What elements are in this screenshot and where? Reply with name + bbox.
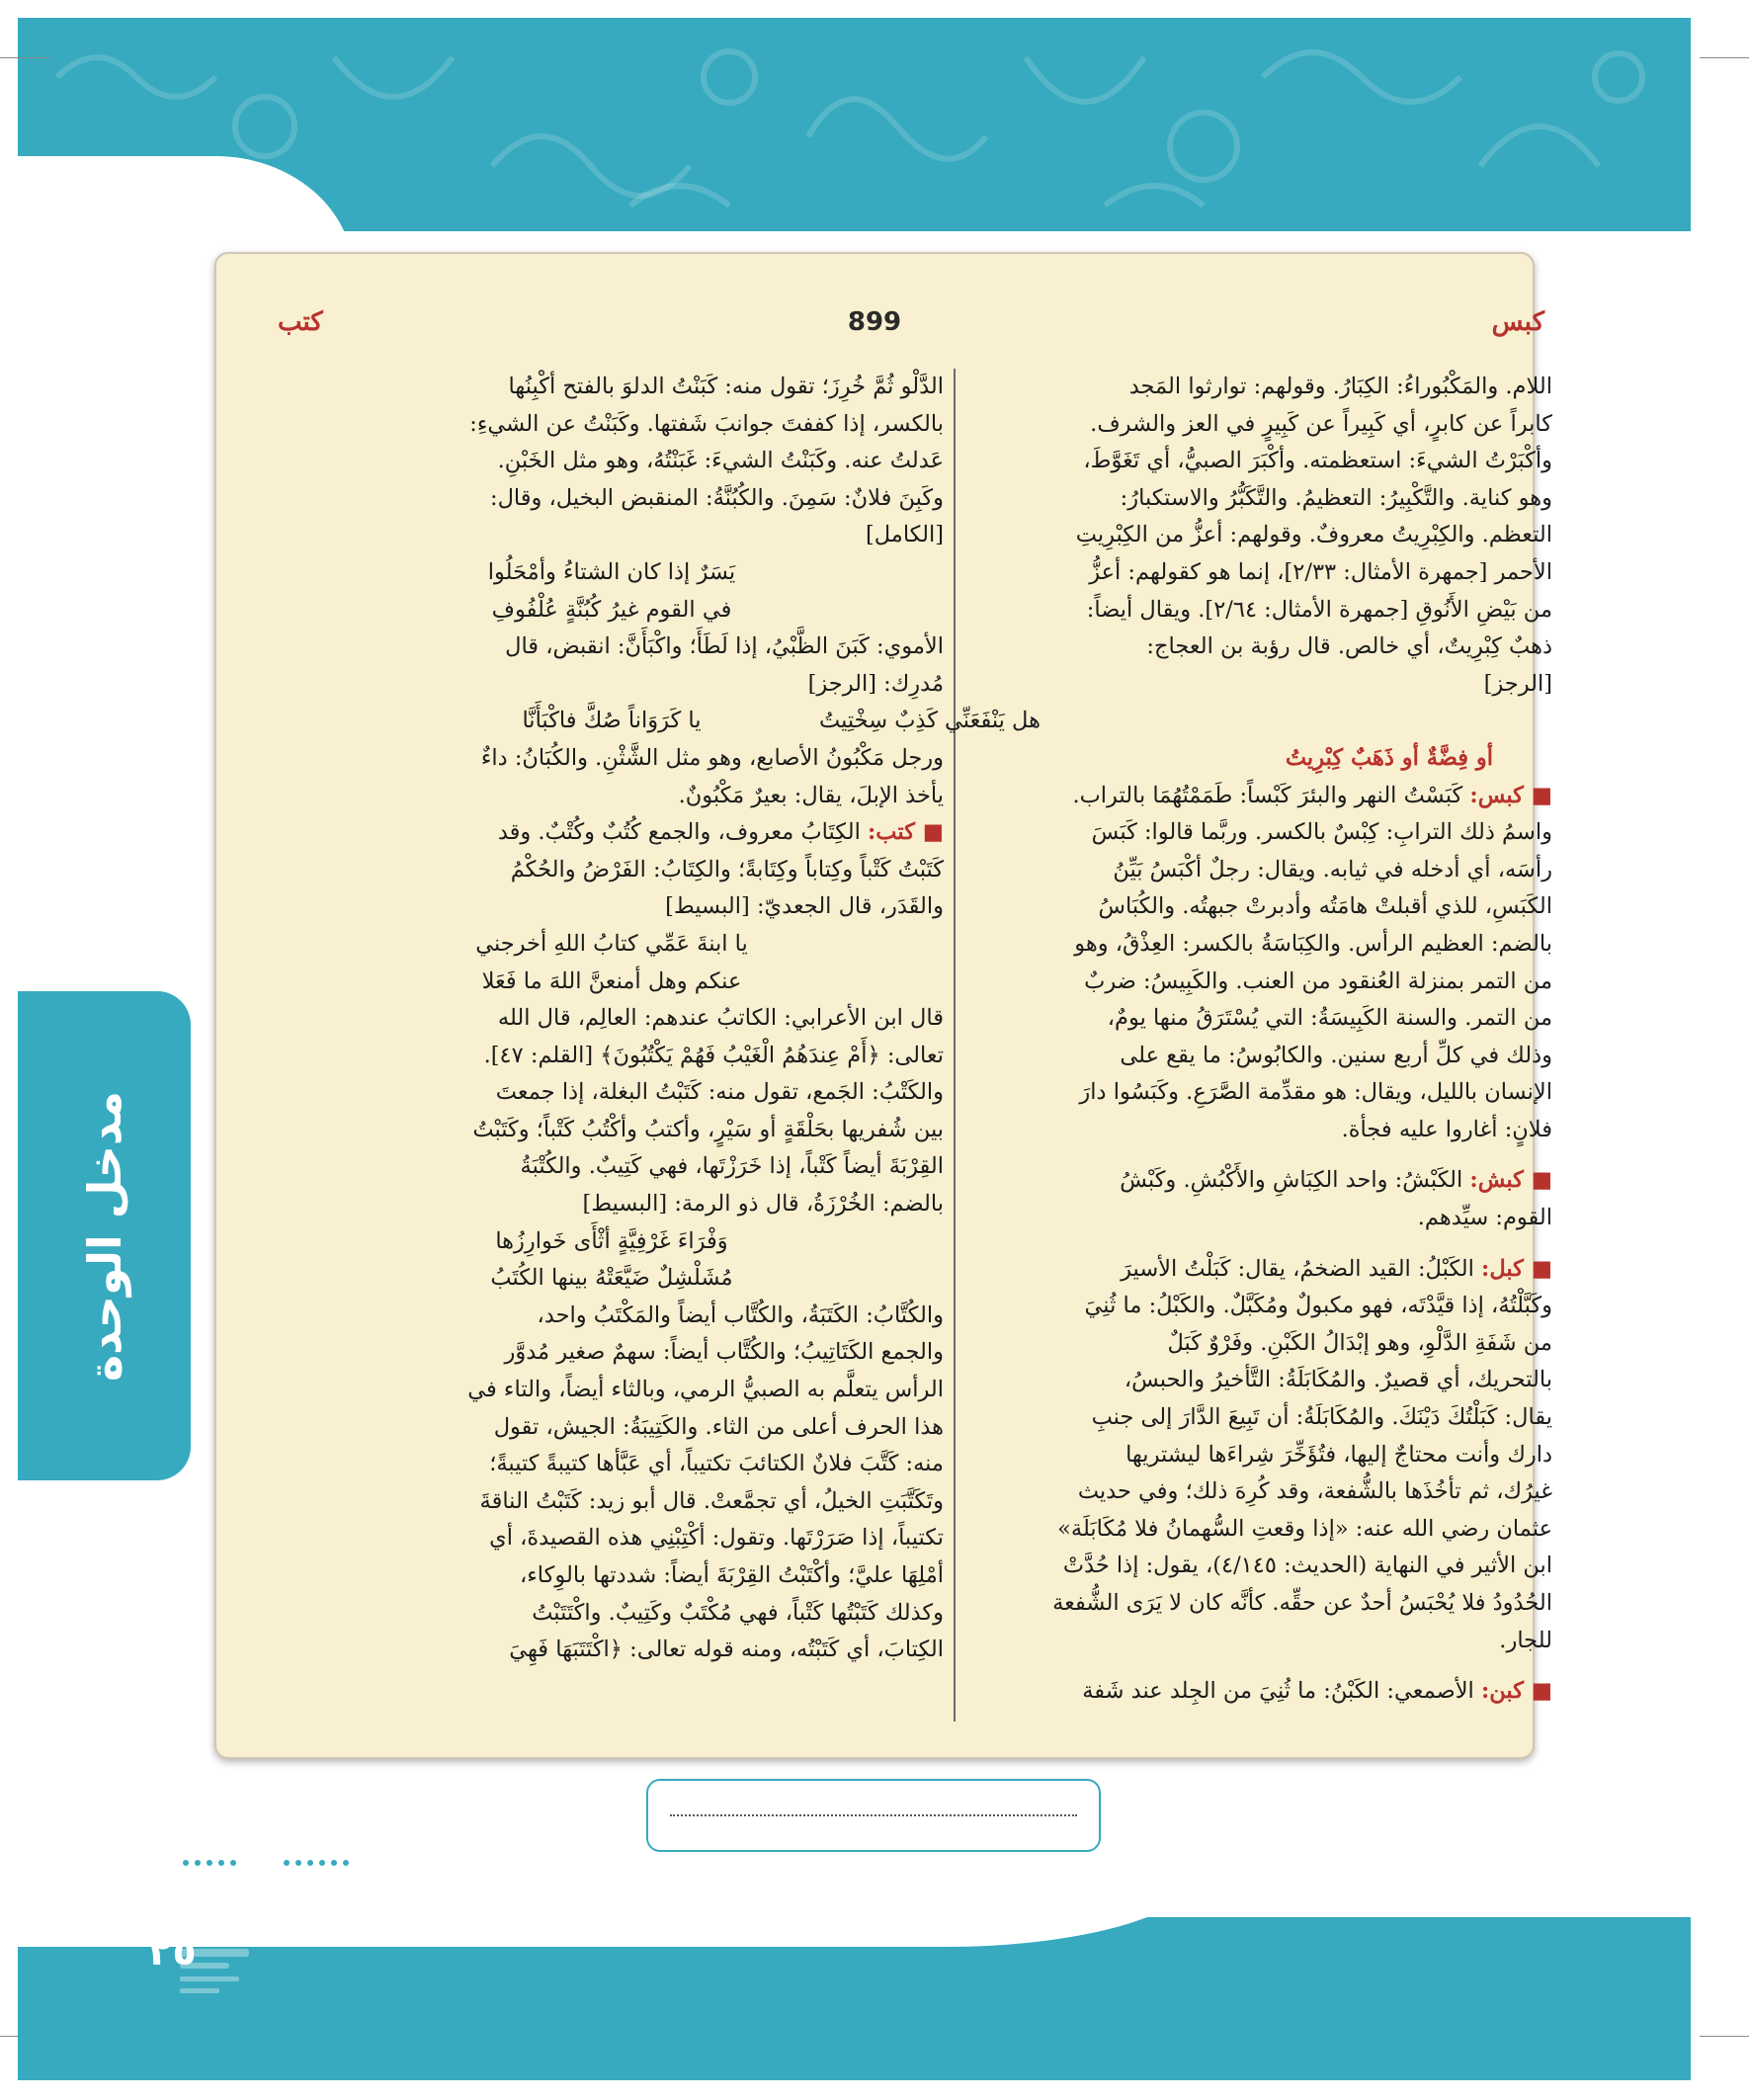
text-line: الإنسان بالليل، ويقال: هو مقدِّمة الصَّرَعِ. وكَبَسُوا دارَ — [1079, 1079, 1552, 1106]
text-line: وأكْبَرْتُ الشيءَ: استعظمته. وأكْبَرَ الصبيُّ، أي تَغَوَّطَ، — [1083, 448, 1552, 474]
text-line: وهو كناية. والتَّكْبِيرُ: التعظيمُ. والتَّكَبُّرُ والاستكبارُ: — [1120, 484, 1552, 511]
text-line: واسمُ ذلك الترابِ: كِبْسٌ بالكسر. وربَّما قالوا: كَبَسَ — [1091, 819, 1552, 846]
verse-line: أو فِضَّةٌ أو ذَهَبٌ كِبْرِيتُ — [1285, 744, 1493, 771]
text-line: أمْلِهَا عليَّ؛ وأكْتَبْتُ القِرْبَةَ أيضاً: شددتها بالوِكاء، — [519, 1562, 944, 1588]
header-band — [18, 18, 1691, 231]
text-line: بالضم: الخُرْزَةُ، قال ذو الرمة: [البسيط] — [582, 1191, 944, 1218]
entry-kataba: ■ كتب: الكِتَابُ معروف، والجمع كُتُبٌ وكُتْبٌ. وقد — [497, 819, 944, 846]
text-line: يقال: كَبَلْتُكَ دَيْنَكَ. والمُكَابَلَةُ: أن تَبِيعَ الدَّارَ إلى جنبِ — [1091, 1404, 1552, 1431]
text-line: الأموي: كَبَنَ الظَّبْيُ، إذا لَطَأَ؛ واكْبَأَنَّ: انقبض، قال — [505, 633, 944, 660]
page-number: ٢٥ — [148, 1929, 197, 1974]
text-line: والقَدَر، قال الجعديّ: [البسيط] — [665, 893, 944, 920]
text-line: يأخذ الإبلَ، يقال: بعيرٌ مَكْبُونٌ. — [678, 782, 944, 808]
text-line: بالتحريك، أي قصيرٌ. والمُكَابَلَةُ: التَّأخيرُ والحبسُ، — [1124, 1367, 1552, 1393]
text-line: من بَيْضِ الأَنُوقِ [جمهرة الأمثال: ٢/٦٤]. ويقال أيضاً: — [1086, 596, 1552, 623]
entry-headword: ■ كبن: — [1480, 1678, 1552, 1705]
dotted-answer-line — [670, 1814, 1077, 1816]
text-line: ابن الأثير في النهاية (الحديث: ٤/١٤٥)، يقول: إذا حُدَّتْ — [1062, 1553, 1552, 1579]
text-line: الكَبَسِ، للذي أقبلتْ هامَتُه وأدبرتْ جبهتُه. والكُبَاسُ — [1098, 893, 1552, 920]
text-line: وتَكَتَّبَتِ الخيلُ، أي تجمَّعتْ. قال أبو زيد: كَتَبْتُ الناقةَ — [479, 1487, 944, 1514]
text-line: عَدلتُ عنه. وكَبَنْتُ الشيءَ: غَبَنْتُهُ، وهو مثل الخَبْنِ. — [497, 448, 944, 474]
text-line: رأسَه، أي أدخله في ثيابه. ويقال: رجلٌ أكْبَسُ بَيِّنُ — [1113, 856, 1552, 882]
dictionary-header — [216, 307, 1544, 351]
verse-line: وَفْرَاءَ غَرْفِيَّةٍ أثْأَى خَوارِزُها — [495, 1227, 728, 1254]
text-line: [الرجز] — [1483, 670, 1552, 697]
text-line: والكَتْبُ: الجَمع، تقول منه: كَتَبْتُ البغلة، إذا جمعتَ — [495, 1079, 944, 1106]
verse-line: يا ابنةَ عَمِّي كتابُ اللهِ أخرجني — [475, 930, 748, 957]
guide-word-right: كبس — [1491, 307, 1544, 337]
text-line: والجمع الكَتَاتِيبُ؛ والكُتَّاب أيضاً: سهمٌ صغير مُدوَّر — [504, 1339, 944, 1366]
entry-headword: ■ كبش: — [1469, 1167, 1552, 1194]
left-column — [280, 369, 952, 1718]
text-line: للجار. — [1499, 1627, 1552, 1653]
text-line: اللام. والمَكْبُوراءُ: الكِبَارُ. وقولهم: توارثوا المَجد — [1128, 374, 1552, 399]
text-line: وكذلك كَتَبْتُها كَتْباً، فهي مُكْتَبٌ وكَتِيبٌ. واكْتَتَبْتُ — [532, 1599, 944, 1626]
text-line: القوم: سيِّدهم. — [1417, 1205, 1552, 1231]
text-line: [الكامل] — [865, 522, 944, 548]
footer-band — [18, 1917, 1691, 2080]
text-line: ذهبٌ كِبْرِيتٌ، أي خالص. قال رؤبة بن العجاج: — [1146, 633, 1552, 660]
text-line: الأحمر [جمهرة الأمثال: ٢/٣٣]، إنما هو كقولهم: أعزُّ — [1089, 558, 1552, 585]
entry-headword: ■ كبل: — [1481, 1255, 1552, 1282]
entry-headword: ■ كبس: — [1469, 782, 1552, 808]
text-line: من التمر. والسنة الكَبِيسَةُ: التي يُسْتَرَقُ منها يومٌ، — [1107, 1005, 1552, 1032]
text-line: دارك وأنت محتاجٌ إليها، فتُؤَخِّرَ شِراءَها ليشتريها — [1125, 1441, 1552, 1468]
text-line: هذا الحرف أعلى من الثاء. والكَتِيبَةُ: الجيش، تقول — [493, 1413, 944, 1440]
text-line: والكُتَّابُ: الكَتَبَةُ، والكُتَّاب أيضاً والمَكْتَبُ واحد، — [537, 1302, 944, 1328]
text-line: كابراً عن كابرٍ، أي كَبِيراً عن كَبِيرٍ في العز والشرف. — [1090, 410, 1552, 437]
text-line: الحُدُودُ فلا يُحْبَسُ أحدٌ عن حقِّه. كأنَّه كان لا يَرَى الشُّفعة — [1052, 1590, 1552, 1616]
verse-line: مُشَلْشِلٌ ضَيَّعَتْهُ بينها الكُتَبُ — [490, 1265, 733, 1292]
text-line: الدَّلْو ثُمَّ خُرِزَ؛ تقول منه: كَبَنْتُ الدلوَ بالفتح أكْبِنُها — [508, 374, 944, 399]
guide-word-left: كتب — [278, 307, 323, 337]
text-line: كَتَبْتُ كَتْباً وكِتاباً وكِتَابةً؛ والكِتَابُ: الفَرْضُ والحُكْمُ — [510, 856, 944, 882]
text-line: منه: كَتَّبَ فلانٌ الكتائبَ تكتيباً، أي عَبَّأها كتيبةً كتيبةً؛ — [489, 1451, 944, 1477]
unit-intro-label: مدخل الوحدة — [77, 1090, 131, 1382]
dictionary-page — [214, 252, 1552, 1759]
entry-kabn: ■ كبن: الأصمعي: الكَبْنُ: ما ثُنِيَ من الجِلد عند شَفة — [1082, 1678, 1552, 1705]
verse-line: عنكم وهل أمنعنَّ اللهَ ما فَعَلا — [481, 967, 742, 994]
text-line: ورجل مَكْبُونُ الأصابع، وهو مثل الشَّثْنِ. والكُبَانُ: داءٌ — [480, 744, 944, 771]
entry-kabsh: ■ كبش: الكَبْشُ: واحد الكِبَاشِ والأَكْبُشِ. وكَبْشُ — [1120, 1167, 1552, 1194]
entry-kabl: ■ كبل: الكَبْلُ: القيد الضخمُ، يقال: كَبَلْتُ الأسيرَ — [1121, 1255, 1552, 1282]
text-line: فلانٍ: أغاروا عليه فجأة. — [1341, 1116, 1552, 1142]
text-line: تكتيباً، إذا صَرَرْتَها. وتقول: أكْتِبْنِي هذه القصيدةَ، أي — [489, 1525, 944, 1552]
text-line: بالضم: العظيم الرأس. والكِبَاسَةُ بالكسر: العِذْقُ، وهو — [1074, 930, 1552, 957]
dictionary-page-number: 899 — [847, 307, 902, 337]
entry-headword: ■ كتب: — [868, 819, 944, 846]
text-line: قال ابن الأعرابي: الكاتبُ عندهم: العالِم، قال الله — [497, 1005, 944, 1032]
text-line: تعالى: ﴿أَمْ عِندَهُمُ الْغَيْبُ فَهُمْ يَكْتُبُونَ﴾ [القلم: ٤٧]. — [483, 1042, 944, 1068]
text-line: وكَبِنَ فلانٌ: سَمِنَ. والكُبُنَّةُ: المنقبض البخيل، وقال: — [489, 484, 944, 511]
text-line: مُدرِك: [الرجز] — [807, 670, 944, 697]
text-line: وذلك في كلِّ أربع سنين. والكابُوسُ: ما يقع على — [1120, 1042, 1552, 1068]
verse-line: يا كَرَوَاناً صُكَّ فاكْبَأَنَّا — [522, 708, 702, 734]
text-line: الرأس يتعلَّم به الصبيُّ الرمي، وبالثاء أيضاً، والتاء في — [467, 1377, 944, 1403]
crop-mark — [1700, 57, 1749, 58]
text-line: بين شُفريها بحَلْقَةٍ أو سَيْرٍ، وأكتبُ وأكْتُبُ كَتْباً؛ وكَتَبْتُ — [472, 1116, 944, 1142]
text-line: بالكسر، إذا كففتَ جوانبَ شَفتها. وكَبَنْتُ عن الشيءِ: — [469, 410, 944, 437]
text-line: عثمان رضي الله عنه: «إذا وقعتِ السُّهمانُ فلا مُكَابَلَة» — [1057, 1515, 1552, 1542]
text-line: غيرُك، ثم تأخُذَها بالشُّفعة، وقد كُرِهَ ذلك؛ وفي حديث — [1077, 1478, 1552, 1505]
text-line: من شَفَةِ الدَّلْوِ، وهو إبْدَالُ الكَبْنِ. وفَرْوٌ كَبَلٌ — [1167, 1329, 1552, 1356]
text-line: التعظم. والكِبْرِيتُ معروفٌ. وقولهم: أعزُّ من الكِبْرِيتِ — [1075, 522, 1552, 548]
unit-intro-tab — [18, 991, 191, 1480]
crop-mark — [1700, 2036, 1749, 2037]
text-line: الكِتابَ، أي كَتَبْتُه، ومنه قوله تعالى: ﴿اكْتَتَبَهَا فَهِيَ — [509, 1637, 944, 1663]
answer-box[interactable] — [646, 1779, 1101, 1852]
text-line: من التمر بمنزلة العُنقود من العنب. والكَبِيسُ: ضربٌ — [1084, 967, 1552, 994]
crop-mark — [0, 57, 49, 58]
text-line: وكَبَّلْتُهُ، إذا قيَّدْتَه، فهو مكبولٌ ومُكَبَّلٌ. والكَبْلُ: ما ثُنِيَ — [1084, 1293, 1552, 1319]
verse-line: يَسَرٌ إذا كان الشتاءُ وأمْحَلُوا — [487, 558, 736, 585]
verse-line: في القوم غيرُ كُبُنَّةٍ عُلْفُوفِ — [491, 596, 732, 623]
text-line: القِرْبَةَ أيضاً كَتْباً، إذا خَرَزْتَها، فهي كَتِيبٌ. والكُتْبَةُ — [520, 1153, 944, 1180]
entry-kabas: ■ كبس: كَبَسْتُ النهر والبئرَ كَبْساً: طَمَمْتُهُمَا بالتراب. — [1072, 782, 1552, 808]
verse-line: هل يَنْفَعَنِّي كَذِبٌ سِخْتِيتُ — [819, 708, 1041, 734]
